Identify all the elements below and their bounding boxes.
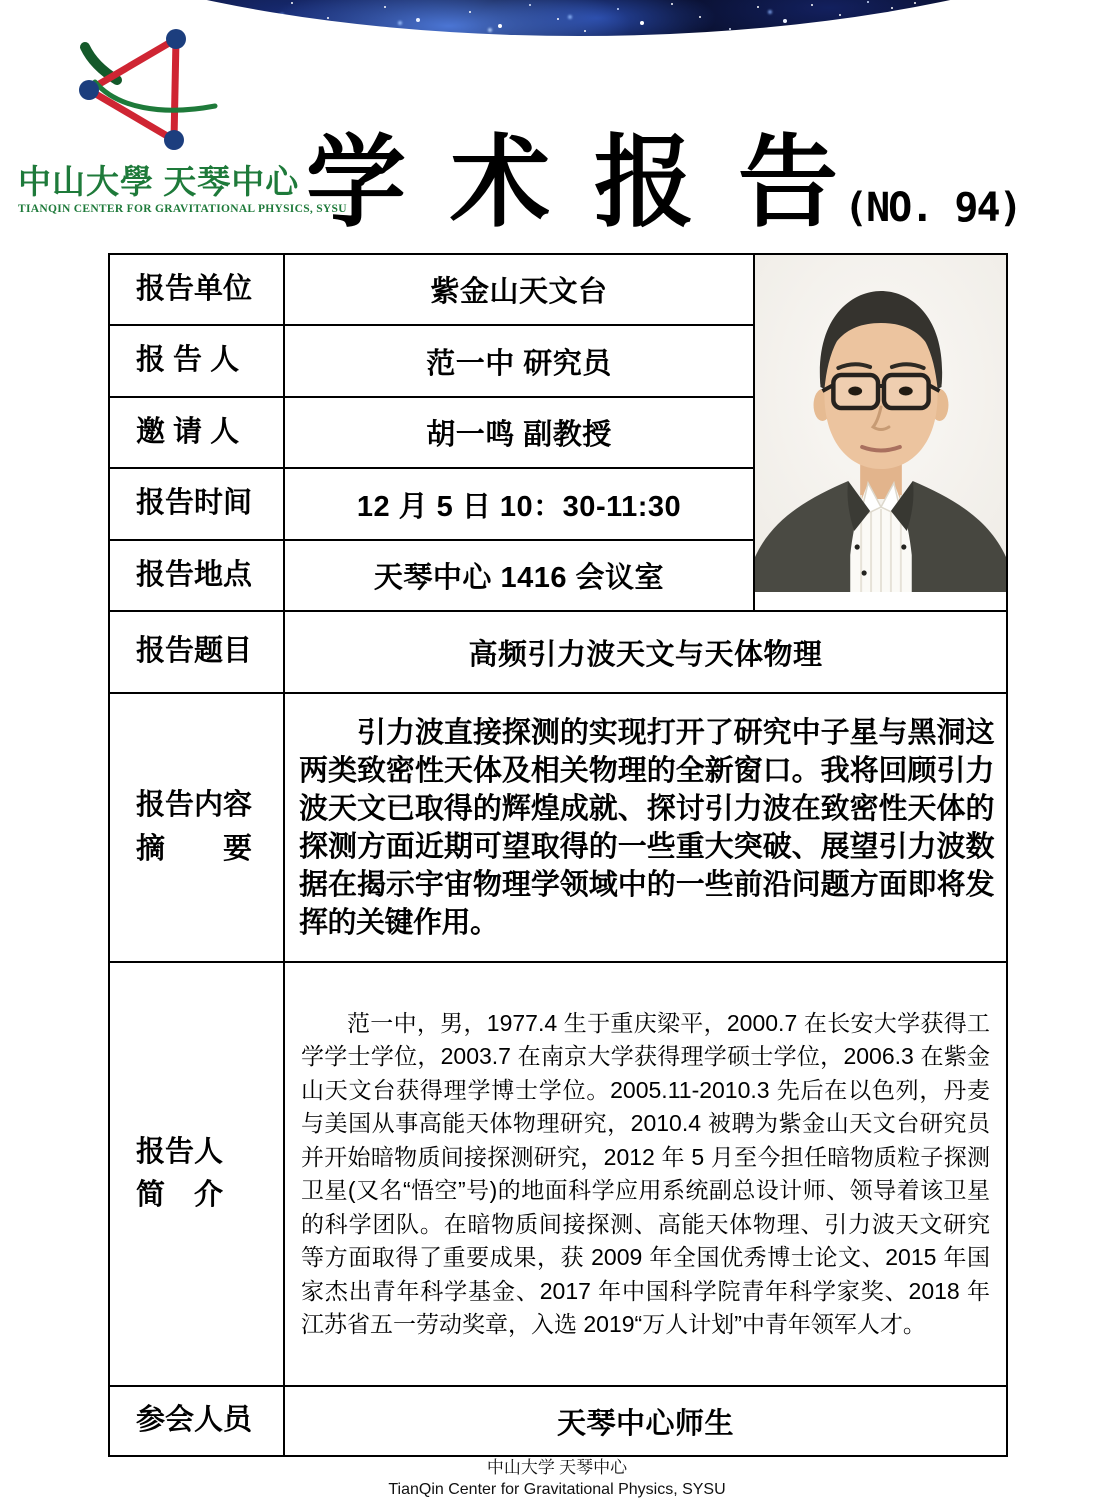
- label-abstract-line2: 摘 要: [136, 832, 253, 865]
- footer-english: TianQin Center for Gravitational Physics, SYSU: [388, 1481, 726, 1498]
- label-bio-line1: 报告人: [136, 1135, 224, 1168]
- brand-name-english: TIANQIN CENTER FOR GRAVITATIONAL PHYSICS, SYSU: [18, 203, 347, 215]
- label-attendees: 参会人员: [109, 1386, 284, 1456]
- abstract-text: 引力波直接探测的实现打开了研究中子星与黑洞这两类致密性天体及相关物理的全新窗口。我将回顾引力波天文已取得的辉煌成就、探讨引力波在致密性天体的探测方面近期可望取得的一些重大突破、展望引力波数据在揭示宇宙物理学领域中的一些前沿问题方面即将发挥的关键作用。: [299, 716, 994, 939]
- label-topic: 报告题目: [109, 611, 284, 693]
- table-row: [109, 962, 1007, 1386]
- tianqin-logo-icon: [72, 28, 242, 153]
- value-abstract: [284, 693, 1007, 962]
- title-char: 报: [594, 123, 694, 241]
- table-row: [109, 611, 1007, 693]
- label-abstract: [109, 693, 284, 962]
- value-topic: 高频引力波天文与天体物理: [284, 611, 1007, 693]
- jacket-stud: [862, 570, 867, 575]
- label-venue: 报告地点: [109, 540, 284, 611]
- portrait-eye: [899, 387, 913, 396]
- label-unit: 报告单位: [109, 254, 284, 325]
- value-unit: 紫金山天文台: [284, 254, 754, 325]
- poster-title-characters: [306, 123, 838, 241]
- value-attendees: 天琴中心师生: [284, 1386, 1007, 1456]
- jacket-stud: [855, 544, 860, 549]
- logo-red-bar: [174, 39, 176, 140]
- title-char: 告: [738, 123, 838, 241]
- logo-blue-node: [79, 80, 99, 100]
- label-time: 报告时间: [109, 468, 284, 540]
- portrait-eye: [848, 387, 862, 396]
- title-char: 术: [450, 123, 550, 241]
- label-bio-line2: 简 介: [136, 1179, 224, 1211]
- label-inviter: 邀 请 人: [109, 397, 284, 468]
- value-inviter: 胡一鸣 副教授: [284, 397, 754, 468]
- value-bio: [284, 962, 1007, 1386]
- seminar-number: (NO. 94): [844, 185, 1021, 231]
- footer-chinese: 中山大学 天琴中心: [486, 1458, 628, 1477]
- brand-name-chinese: 中山大學 天琴中心: [18, 165, 300, 201]
- speaker-photo: [754, 254, 1007, 611]
- label-speaker: 报 告 人: [109, 325, 284, 397]
- logo-blue-node: [166, 29, 186, 49]
- poster-title: [306, 123, 1021, 241]
- table-row: [109, 1386, 1007, 1456]
- value-time: 12 月 5 日 10：30-11:30: [284, 468, 754, 540]
- seminar-info-table: [108, 253, 1008, 1457]
- jacket-stud: [901, 544, 906, 549]
- logo-red-bar: [89, 90, 174, 140]
- value-speaker: 范一中 研究员: [284, 325, 754, 397]
- label-abstract-line1: 报告内容: [136, 789, 253, 821]
- value-venue: 天琴中心 1416 会议室: [284, 540, 754, 611]
- label-bio: [109, 962, 284, 1386]
- table-row: [109, 693, 1007, 962]
- title-char: 学: [306, 123, 406, 241]
- table-row: [109, 254, 1007, 325]
- logo-blue-node: [164, 130, 184, 150]
- page-footer: [0, 1453, 1114, 1499]
- bio-text: 范一中，男，1977.4 生于重庆梁平，2000.7 在长安大学获得工学学士学位，2003.7 在南京大学获得理学硕士学位，2006.3 在紫金山天文台获得理学博士学位。2005.11-2010.3 先后在以色列，丹麦与美国从事高能天体物理研究，2010.4 被聘为紫金山天文台研究员并开始暗物质间接探测研究，2012 年 5 月至今担任暗物质粒子探测卫星(又名“悟空”号)的地面科学应用系统副总设计师、领导着该卫星的科学团队。在暗物质间接探测、高能天体物理、引力波天文研究等方面取得了重要成果，获 2009 年全国优秀博士论文、2015 年国家杰出青年科学基金、2017 年中国科学院青年科学家奖、2018 年江苏省五一劳动奖章，入选 2019“万人计划”中青年领军人才。: [301, 1009, 990, 1337]
